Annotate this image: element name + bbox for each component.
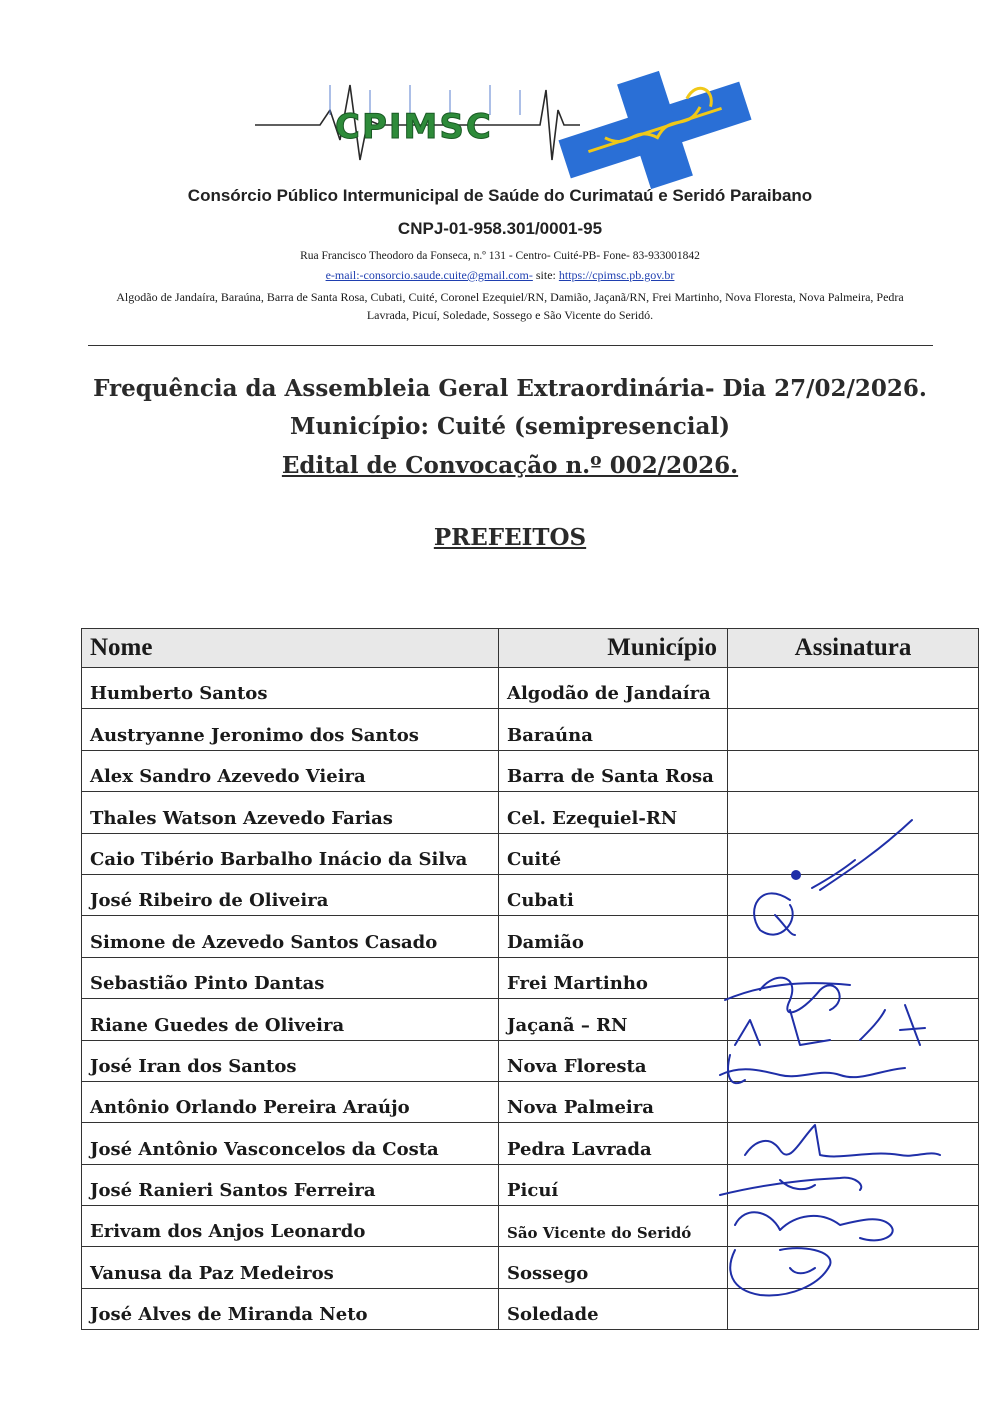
table-row	[82, 957, 979, 998]
cell-municipality: Jaçanã – RN	[499, 999, 728, 1040]
cell-signature	[728, 833, 979, 874]
cell-municipality: Frei Martinho	[499, 957, 728, 998]
table-row	[82, 1206, 979, 1247]
cell-signature	[728, 792, 979, 833]
contact-line	[0, 268, 1000, 283]
site-link[interactable]: https://cpimsc.pb.gov.br	[558, 268, 675, 282]
address: Rua Francisco Theodoro da Fonseca, n.º 131 - Centro- Cuité-PB- Fone- 83-933001842	[300, 250, 700, 262]
cell-signature	[728, 999, 979, 1040]
cell-signature	[728, 957, 979, 998]
cell-name: Austryanne Jeronimo dos Santos	[82, 709, 499, 750]
cell-signature	[728, 1247, 979, 1288]
cell-name: Antônio Orlando Pereira Araújo	[82, 1081, 499, 1122]
logo-wordmark: CPIMSC	[335, 107, 493, 147]
cell-signature	[728, 916, 979, 957]
cell-signature	[728, 1123, 979, 1164]
header-municipio: Município	[499, 629, 728, 668]
cell-name: Caio Tibério Barbalho Inácio da Silva	[82, 833, 499, 874]
cell-name: Simone de Azevedo Santos Casado	[82, 916, 499, 957]
cell-municipality: Soledade	[499, 1288, 728, 1329]
cell-municipality: Nova Palmeira	[499, 1081, 728, 1122]
cell-municipality: Damião	[499, 916, 728, 957]
cell-signature	[728, 668, 979, 709]
table-row	[82, 1081, 979, 1122]
table-row	[82, 709, 979, 750]
cell-name: Sebastião Pinto Dantas	[82, 957, 499, 998]
table-row	[82, 1040, 979, 1081]
table-row	[82, 1247, 979, 1288]
cell-municipality: Cuité	[499, 833, 728, 874]
table-header-row	[82, 629, 979, 668]
cell-name: Humberto Santos	[82, 668, 499, 709]
table-row	[82, 1123, 979, 1164]
cell-name: Thales Watson Azevedo Farias	[82, 792, 499, 833]
cell-name: Erivam dos Anjos Leonardo	[82, 1206, 499, 1247]
member-municipalities: Algodão de Jandaíra, Baraúna, Barra de Santa Rosa, Cubati, Cuité, Coronel Ezequiel/RN, Damião, Jaçanã/RN, Frei Martinho, Nova Floresta, Nova Palmeira, Pedra Lavrada, Picuí, Soledade, Sossego e São Vicente do Seridó.	[116, 290, 904, 322]
cell-municipality: Pedra Lavrada	[499, 1123, 728, 1164]
cell-municipality: Nova Floresta	[499, 1040, 728, 1081]
cell-municipality: Barra de Santa Rosa	[499, 750, 728, 791]
site-label: site:	[535, 268, 556, 282]
document-subtitle-edital: Edital de Convocação n.º 002/2026.	[281, 452, 739, 479]
cell-municipality: São Vicente do Seridó	[499, 1206, 728, 1247]
cell-signature	[728, 1040, 979, 1081]
cell-municipality: Picuí	[499, 1164, 728, 1205]
table-row	[82, 668, 979, 709]
cell-signature	[728, 1288, 979, 1329]
cell-name: José Ranieri Santos Ferreira	[82, 1164, 499, 1205]
cell-name: José Alves de Miranda Neto	[82, 1288, 499, 1329]
cell-signature	[728, 1081, 979, 1122]
organization-name: Consórcio Público Intermunicipal de Saúde do Curimataú e Seridó Paraibano	[187, 186, 813, 205]
cell-name: José Iran dos Santos	[82, 1040, 499, 1081]
cell-municipality: Cubati	[499, 874, 728, 915]
cell-signature	[728, 750, 979, 791]
table-row	[82, 833, 979, 874]
cnpj: CNPJ-01-958.301/0001-95	[397, 219, 603, 238]
header-nome: Nome	[82, 629, 499, 668]
cell-signature	[728, 709, 979, 750]
document-subtitle-municipality: Município: Cuité (semipresencial)	[289, 413, 730, 440]
cell-name: Vanusa da Paz Medeiros	[82, 1247, 499, 1288]
cell-municipality: Baraúna	[499, 709, 728, 750]
cell-signature	[728, 1206, 979, 1247]
table-row	[82, 1164, 979, 1205]
cell-signature	[728, 1164, 979, 1205]
cell-municipality: Algodão de Jandaíra	[499, 668, 728, 709]
cell-name: José Ribeiro de Oliveira	[82, 874, 499, 915]
table-row	[82, 916, 979, 957]
cell-name: Riane Guedes de Oliveira	[82, 999, 499, 1040]
section-title: PREFEITOS	[433, 524, 587, 551]
cell-name: José Antônio Vasconcelos da Costa	[82, 1123, 499, 1164]
cell-municipality: Cel. Ezequiel-RN	[499, 792, 728, 833]
table-row	[82, 999, 979, 1040]
table-row	[82, 750, 979, 791]
cell-name: Alex Sandro Azevedo Vieira	[82, 750, 499, 791]
header-assinatura: Assinatura	[728, 629, 979, 668]
header-divider	[88, 345, 933, 346]
document-title: Frequência da Assembleia Geral Extraordinária- Dia 27/02/2026.	[93, 375, 927, 402]
table-row	[82, 792, 979, 833]
cell-municipality: Sossego	[499, 1247, 728, 1288]
cell-signature	[728, 874, 979, 915]
table-row	[82, 1288, 979, 1329]
cpimsc-logo	[250, 70, 780, 195]
attendance-table	[81, 628, 979, 1330]
email-link[interactable]: e-mail:-consorcio.saude.cuite@gmail.com-	[325, 268, 533, 282]
table-row	[82, 874, 979, 915]
